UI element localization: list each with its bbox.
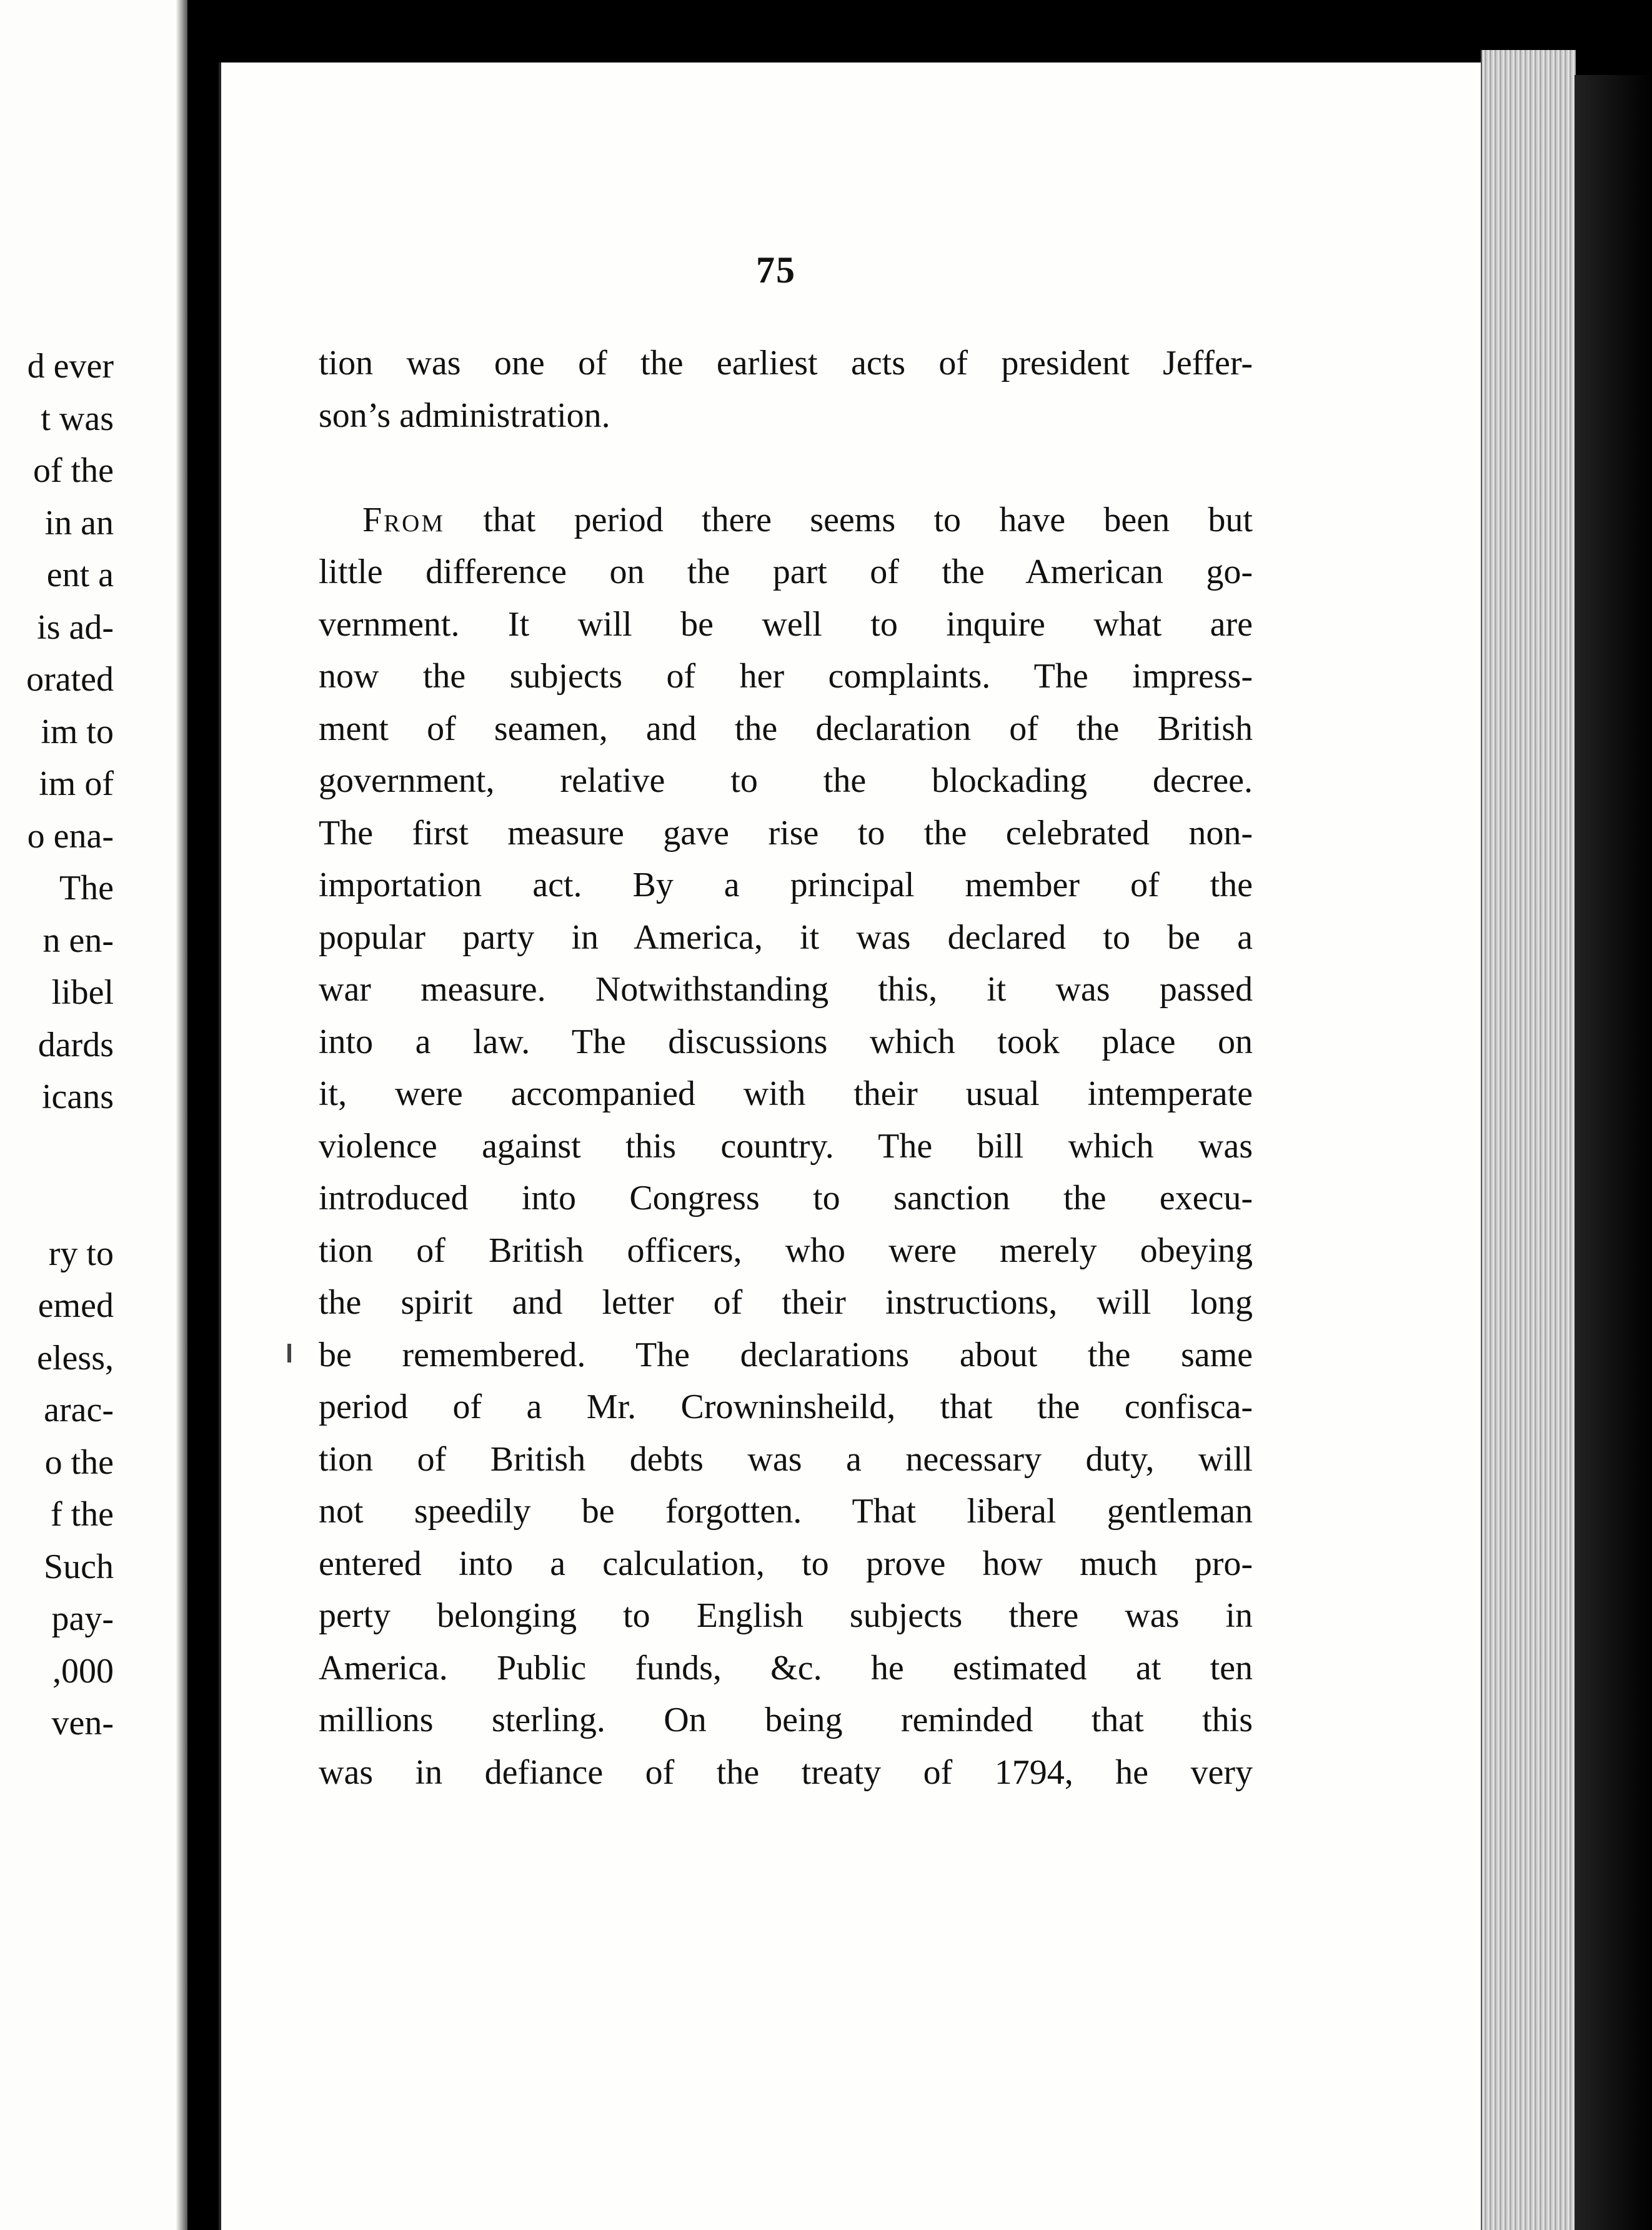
- left-page-line: arac-: [44, 1391, 114, 1429]
- left-page-line: eless,: [37, 1338, 114, 1378]
- left-page-line: emed: [37, 1286, 114, 1325]
- left-page-line: im to: [41, 712, 114, 751]
- paragraph-1: [319, 338, 1253, 442]
- left-page-line: ry to: [48, 1234, 114, 1273]
- left-page-line: is ad-: [37, 608, 114, 647]
- left-page-text: [26, 341, 114, 1750]
- text-line: the spirit and letter of their instructions, will long: [319, 1283, 1253, 1322]
- page-number: 75: [756, 249, 796, 291]
- text-line: America. Public funds, &c. he estimated at ten: [319, 1648, 1253, 1688]
- text-line: popular party in America, it was declared to be a: [319, 918, 1253, 957]
- left-page-line: d ever: [27, 347, 114, 386]
- text-line: tion was one of the earliest acts of president Jeffer-: [319, 344, 1253, 382]
- left-page-line: orated: [26, 660, 114, 699]
- text-line: vernment. It will be well to inquire what are: [319, 604, 1253, 644]
- left-page-gutter-shadow: [176, 0, 187, 2230]
- text-line: tion of British officers, who were merely obeying: [319, 1231, 1253, 1270]
- left-page-line: dards: [37, 1025, 114, 1064]
- text-line: now the subjects of her complaints. The impress-: [319, 657, 1253, 696]
- left-page-line: The: [59, 869, 114, 908]
- text-line: violence against this country. The bill which was: [319, 1126, 1253, 1166]
- left-page-line: ,000: [52, 1651, 114, 1691]
- left-page-line: o ena-: [27, 816, 114, 856]
- left-page-line: of the: [32, 451, 114, 490]
- left-page: [0, 0, 187, 2230]
- left-page-line: [26, 1124, 114, 1176]
- drop-word: From: [362, 500, 445, 539]
- left-page-line: libel: [51, 973, 114, 1012]
- text-line: millions sterling. On being reminded that this: [319, 1701, 1253, 1739]
- margin-mark: [287, 1344, 291, 1362]
- text-line: ment of seamen, and the declaration of the British: [319, 709, 1253, 748]
- text-line: little difference on the part of the American go-: [319, 552, 1253, 591]
- book-gutter: [187, 0, 219, 2230]
- left-page-line: im of: [39, 764, 114, 803]
- text-line: importation act. By a principal member of the: [319, 866, 1253, 904]
- left-page-line: t was: [41, 399, 114, 438]
- text-line: it, were accompanied with their usual intemperate: [319, 1074, 1253, 1113]
- body-text: [319, 338, 1253, 1799]
- text-line: into a law. The discussions which took place on: [319, 1022, 1253, 1061]
- left-page-line: in an: [44, 503, 114, 542]
- text-line: entered into a calculation, to prove how much pro-: [319, 1544, 1253, 1583]
- left-page-line: [26, 1176, 114, 1228]
- text-line: introduced into Congress to sanction the execu-: [319, 1179, 1253, 1218]
- left-page-line: Such: [44, 1547, 114, 1586]
- text-line: tion of British debts was a necessary duty, will: [319, 1439, 1253, 1479]
- text-line: son’s administration.: [319, 396, 610, 435]
- left-page-line: ent a: [46, 556, 114, 594]
- book-edge-shadow: [1575, 75, 1652, 2230]
- page-edges: [1481, 50, 1576, 2230]
- left-page-line: o the: [44, 1442, 114, 1482]
- left-page-line: ven-: [51, 1704, 114, 1742]
- text-line: war measure. Notwithstanding this, it was passed: [319, 970, 1253, 1009]
- left-page-line: n en-: [42, 921, 114, 960]
- left-page-line: pay-: [51, 1599, 114, 1638]
- text-line: perty belonging to English subjects there was in: [319, 1596, 1253, 1635]
- paragraph-2-first-line: From that period there seems to have been but: [362, 500, 1253, 539]
- paragraph-2: [319, 494, 1253, 1799]
- text-line: not speedily be forgotten. That liberal gentleman: [319, 1492, 1253, 1531]
- left-page-line: icans: [41, 1078, 114, 1116]
- text-line: government, relative to the blockading decree.: [319, 761, 1253, 800]
- text-line: The first measure gave rise to the celebrated non-: [319, 813, 1253, 852]
- text-line: be remembered. The declarations about the same: [319, 1335, 1253, 1374]
- left-page-line: f the: [50, 1495, 114, 1534]
- text-line: was in defiance of the treaty of 1794, he very: [319, 1752, 1253, 1792]
- text-line: period of a Mr. Crowninsheild, that the confisca-: [319, 1388, 1253, 1426]
